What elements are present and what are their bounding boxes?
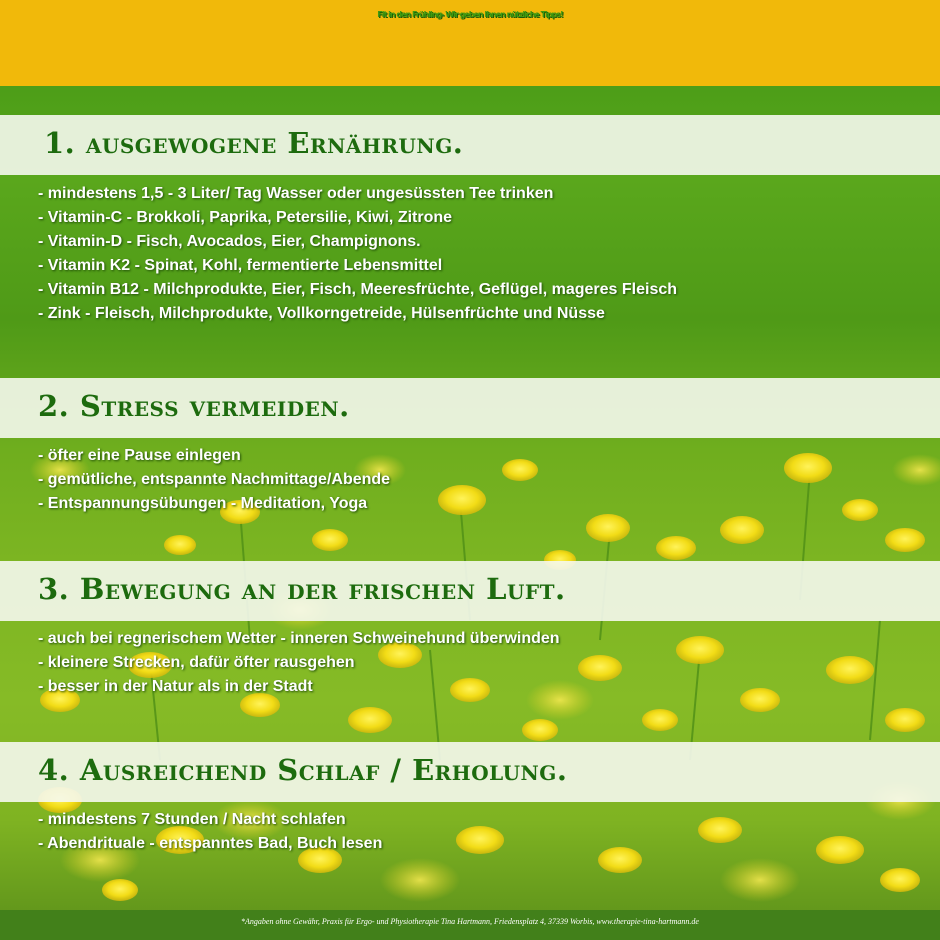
list-item: - Vitamin-D - Fisch, Avocados, Eier, Champignons. bbox=[38, 233, 421, 250]
tips-list-stress bbox=[38, 444, 390, 516]
section-header-ernaehrung bbox=[0, 115, 940, 175]
list-item: - Vitamin-C - Brokkoli, Paprika, Petersilie, Kiwi, Zitrone bbox=[38, 209, 453, 226]
list-item: - Zink - Fleisch, Milchprodukte, Vollkorngetreide, Hülsenfrüchte und Nüsse bbox=[38, 305, 605, 322]
title-banner bbox=[0, 0, 940, 86]
list-item: - Abendrituale - entspanntes Bad, Buch lesen bbox=[38, 835, 383, 852]
footer-bar bbox=[0, 910, 940, 940]
tips-list-bewegung bbox=[38, 627, 560, 699]
list-item: - gemütliche, entspannte Nachmittage/Abende bbox=[38, 471, 391, 488]
section-heading: 3. Bewegung an der frischen Luft. bbox=[38, 572, 566, 606]
section-heading: 1. ausgewogene Ernährung. bbox=[44, 126, 464, 160]
section-heading: 2. Stress vermeiden. bbox=[38, 389, 350, 423]
list-item: - Entspannungsübungen - Meditation, Yoga bbox=[38, 495, 368, 512]
section-header-schlaf bbox=[0, 742, 940, 802]
section-header-stress bbox=[0, 378, 940, 438]
list-item: - Vitamin B12 - Milchprodukte, Eier, Fisch, Meeresfrüchte, Geflügel, mageres Fleisch bbox=[38, 281, 678, 298]
list-item: - öfter eine Pause einlegen bbox=[38, 447, 241, 464]
section-header-bewegung bbox=[0, 561, 940, 621]
section-heading: 4. Ausreichend Schlaf / Erholung. bbox=[38, 753, 568, 787]
list-item: - Vitamin K2 - Spinat, Kohl, fermentierte Lebensmittel bbox=[38, 257, 443, 274]
list-item: - mindestens 7 Stunden / Nacht schlafen bbox=[38, 811, 346, 828]
footer-disclaimer: *Angaben ohne Gewähr, Praxis für Ergo- und Physiotherapie Tina Hartmann, Friedensplatz 4, 37339 Worbis, www.therapie-tina-hartmann.de bbox=[241, 917, 699, 926]
list-item: - besser in der Natur als in der Stadt bbox=[38, 678, 313, 695]
list-item: - auch bei regnerischem Wetter - inneren Schweinehund überwinden bbox=[38, 630, 560, 647]
tips-list-ernaehrung bbox=[38, 182, 677, 326]
tips-list-schlaf bbox=[38, 808, 382, 856]
page-title: Fit in den Frühling- Wir geben Ihnen nützliche Tipps! bbox=[377, 10, 563, 19]
list-item: - mindestens 1,5 - 3 Liter/ Tag Wasser oder ungesüssten Tee trinken bbox=[38, 185, 554, 202]
list-item: - kleinere Strecken, dafür öfter rausgehen bbox=[38, 654, 355, 671]
